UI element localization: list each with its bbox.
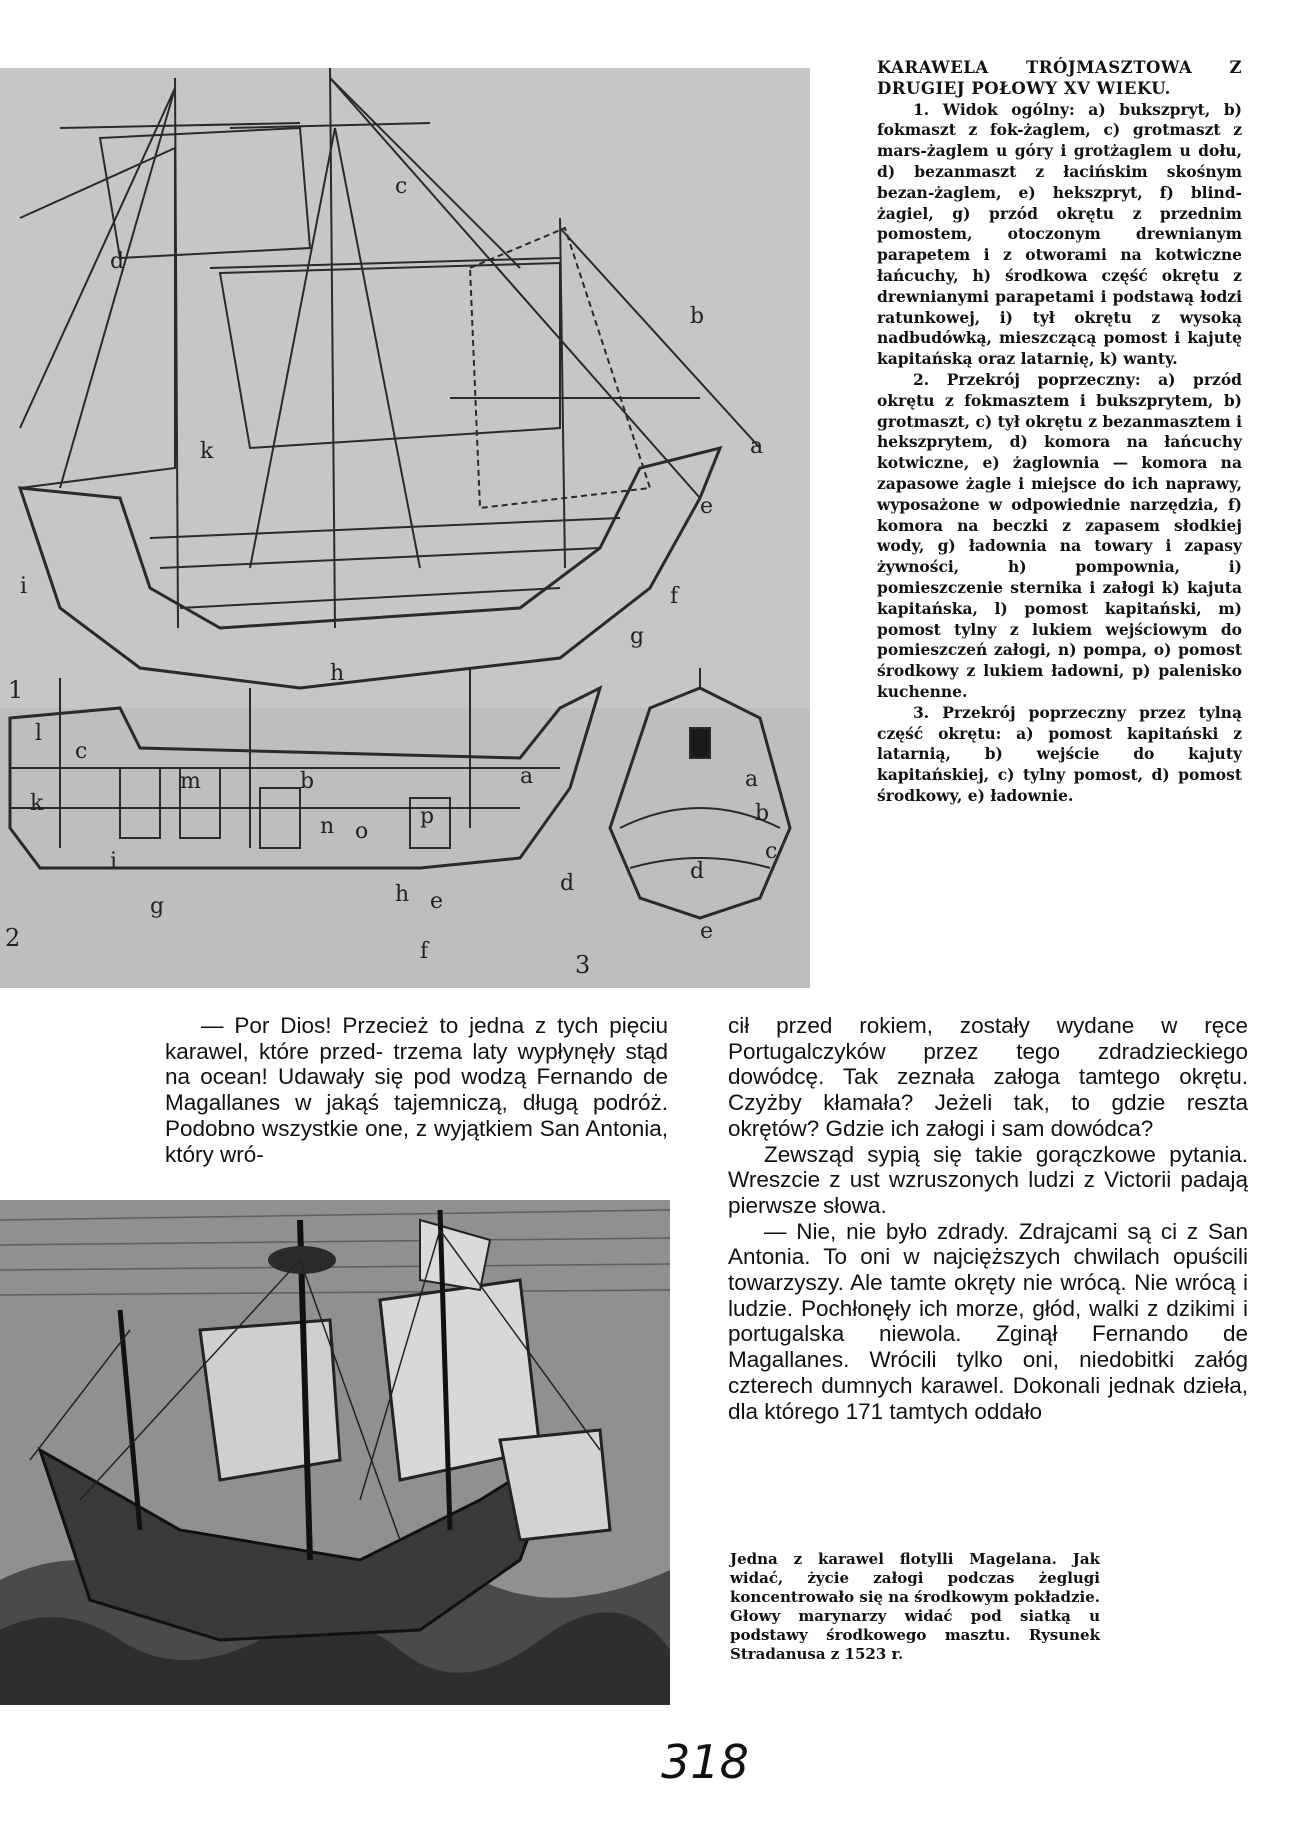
label-2-o: o bbox=[355, 819, 369, 844]
right-paragraph-1: cił przed rokiem, zostały wydane w ręce Portugalczyków przez tego zdradzieckiego dowódcę. Tak zeznała załoga tamtego okrętu. Czyżby kłamała? Jeżeli tak, to gdzie reszta okrętów? Gdzie ich załogi i sam dowódca? bbox=[728, 1013, 1248, 1141]
left-paragraph: — Por Dios! Przecież to jedna z tych pięciu karawel, które przed- trzema laty wypłynęły stąd na ocean! Udawały się pod wodzą Fernando de Magallanes w jakąś tajemniczą, długą podróż. Podobno wszystkie one, z wyjątkiem San Antonia, który wró- bbox=[165, 1013, 668, 1167]
label-f: f bbox=[670, 584, 679, 609]
label-2-e: e bbox=[430, 889, 444, 914]
left-text-column bbox=[165, 1013, 668, 1167]
caravel-technical-drawing bbox=[0, 68, 810, 988]
label-3-b: b bbox=[755, 801, 770, 826]
page-number: 318 bbox=[661, 1735, 749, 1789]
figure-number-1: 1 bbox=[8, 676, 24, 704]
label-2-i: i bbox=[110, 849, 118, 874]
figure-number-2: 2 bbox=[5, 924, 21, 952]
caption-item-2: 2. Przekrój poprzeczny: a) przód okrętu z fokmasztem i bukszprytem, b) grotmaszt, c) tył okrętu z bezanmasztem i hekszprytem, d) komora na łańcuchy kotwiczne, e) żaglownia — komora na zapasowe żagle i miejsce do ich naprawy, wyposażone w odpowiednie narzędzia, f) komora na beczki z zapasem słodkiej wody, g) ładownia na towary i zapasy żywności, h) pompownia, i) pomieszczenie sternika i załogi k) kajuta kapitańska, l) pomost kapitański, m) pomost tylny z lukiem wejściowym do pomieszczeń załogi, n) pompa, o) pomost środkowy z lukiem ładowni, p) palenisko kuchenne. bbox=[877, 369, 1242, 701]
label-2-b: b bbox=[300, 769, 315, 794]
label-3-c: c bbox=[765, 839, 778, 864]
label-2-h: h bbox=[395, 882, 410, 907]
label-3-e: e bbox=[700, 919, 714, 944]
caption-item-3: 3. Przekrój poprzeczny przez tylną część okrętu: a) pomost kapitański z latarnią, b) wejście do kajuty kapitańskiej, c) tylny pomost, d) pomost środkowy, e) ładownie. bbox=[877, 702, 1242, 805]
label-2-p: p bbox=[420, 804, 435, 829]
label-e: e bbox=[700, 494, 714, 519]
caption-title: KARAWELA TRÓJMASZTOWA Z DRUGIEJ POŁOWY XV WIEKU. bbox=[877, 58, 1242, 98]
label-2-l: l bbox=[35, 721, 43, 746]
stradanus-caravel-engraving bbox=[0, 1200, 670, 1705]
label-k: k bbox=[200, 439, 214, 464]
right-paragraph-3: — Nie, nie było zdrady. Zdrajcami są ci z San Antonia. To oni w najcięższych chwilach opuścili towarzyszy. Ale tamte okręty nie wrócą. Nie wrócą i ludzie. Pochłonęły ich morze, głód, walki z dzikimi i portugalska niewola. Zginął Fernando de Magallanes. Wrócili tylko oni, niedobitki załóg czterech dumnych karawel. Dokonali jednak dzieła, dla którego 171 tamtych oddało bbox=[728, 1218, 1248, 1424]
label-2-f: f bbox=[420, 939, 429, 964]
label-c: c bbox=[395, 174, 408, 199]
label-3-d: d bbox=[690, 859, 705, 884]
label-2-d: d bbox=[560, 871, 575, 896]
engraving-caption-text: Jedna z karawel flotylli Magelana. Jak widać, życie załogi podczas żeglugi koncentrowało się na środkowym pokładzie. Głowy marynarzy widać pod siatką u podstawy środkowego masztu. Rysunek Stradanusa z 1523 r. bbox=[730, 1550, 1100, 1663]
label-h: h bbox=[330, 661, 345, 686]
figure-number-3: 3 bbox=[575, 951, 591, 979]
label-2-c: c bbox=[75, 739, 88, 764]
caravel-drawing-svg bbox=[0, 68, 810, 988]
label-d: d bbox=[110, 249, 125, 274]
technical-caption bbox=[877, 58, 1242, 807]
label-3-a: a bbox=[745, 767, 759, 792]
label-b: b bbox=[690, 304, 705, 329]
caption-item-1: 1. Widok ogólny: a) bukszpryt, b) fokmaszt z fok-żaglem, c) grotmaszt z mars-żaglem u góry i grotżaglem u dołu, d) bezanmaszt z łacińskim skośnym bezan-żaglem, e) hekszpryt, f) blind-żagiel, g) przód okrętu z przednim pomostem, otoczonym drewnianym parapetem i z otworami na kotwiczne łańcuchy, h) środkowa część okrętu z drewnianymi parapetami i podstawą łodzi ratunkowej, i) tył okrętu z wysoką nadbudówką, mieszczącą pomost i kajutę kapitańską oraz latarnię, k) wanty. bbox=[877, 99, 1242, 369]
label-2-m: m bbox=[180, 769, 201, 794]
label-a: a bbox=[750, 434, 764, 459]
engraving-svg bbox=[0, 1200, 670, 1705]
label-2-k: k bbox=[30, 791, 44, 816]
right-text-column bbox=[728, 1013, 1248, 1424]
right-paragraph-2: Zewsząd sypią się takie gorączkowe pytania. Wreszcie z ust wzruszonych ludzi z Victorii padają pierwsze słowa. bbox=[728, 1141, 1248, 1218]
engraving-caption bbox=[730, 1550, 1100, 1664]
label-i: i bbox=[20, 574, 28, 599]
label-g: g bbox=[630, 624, 645, 649]
label-2-n: n bbox=[320, 814, 335, 839]
label-2-a: a bbox=[520, 764, 534, 789]
label-2-g: g bbox=[150, 894, 165, 919]
